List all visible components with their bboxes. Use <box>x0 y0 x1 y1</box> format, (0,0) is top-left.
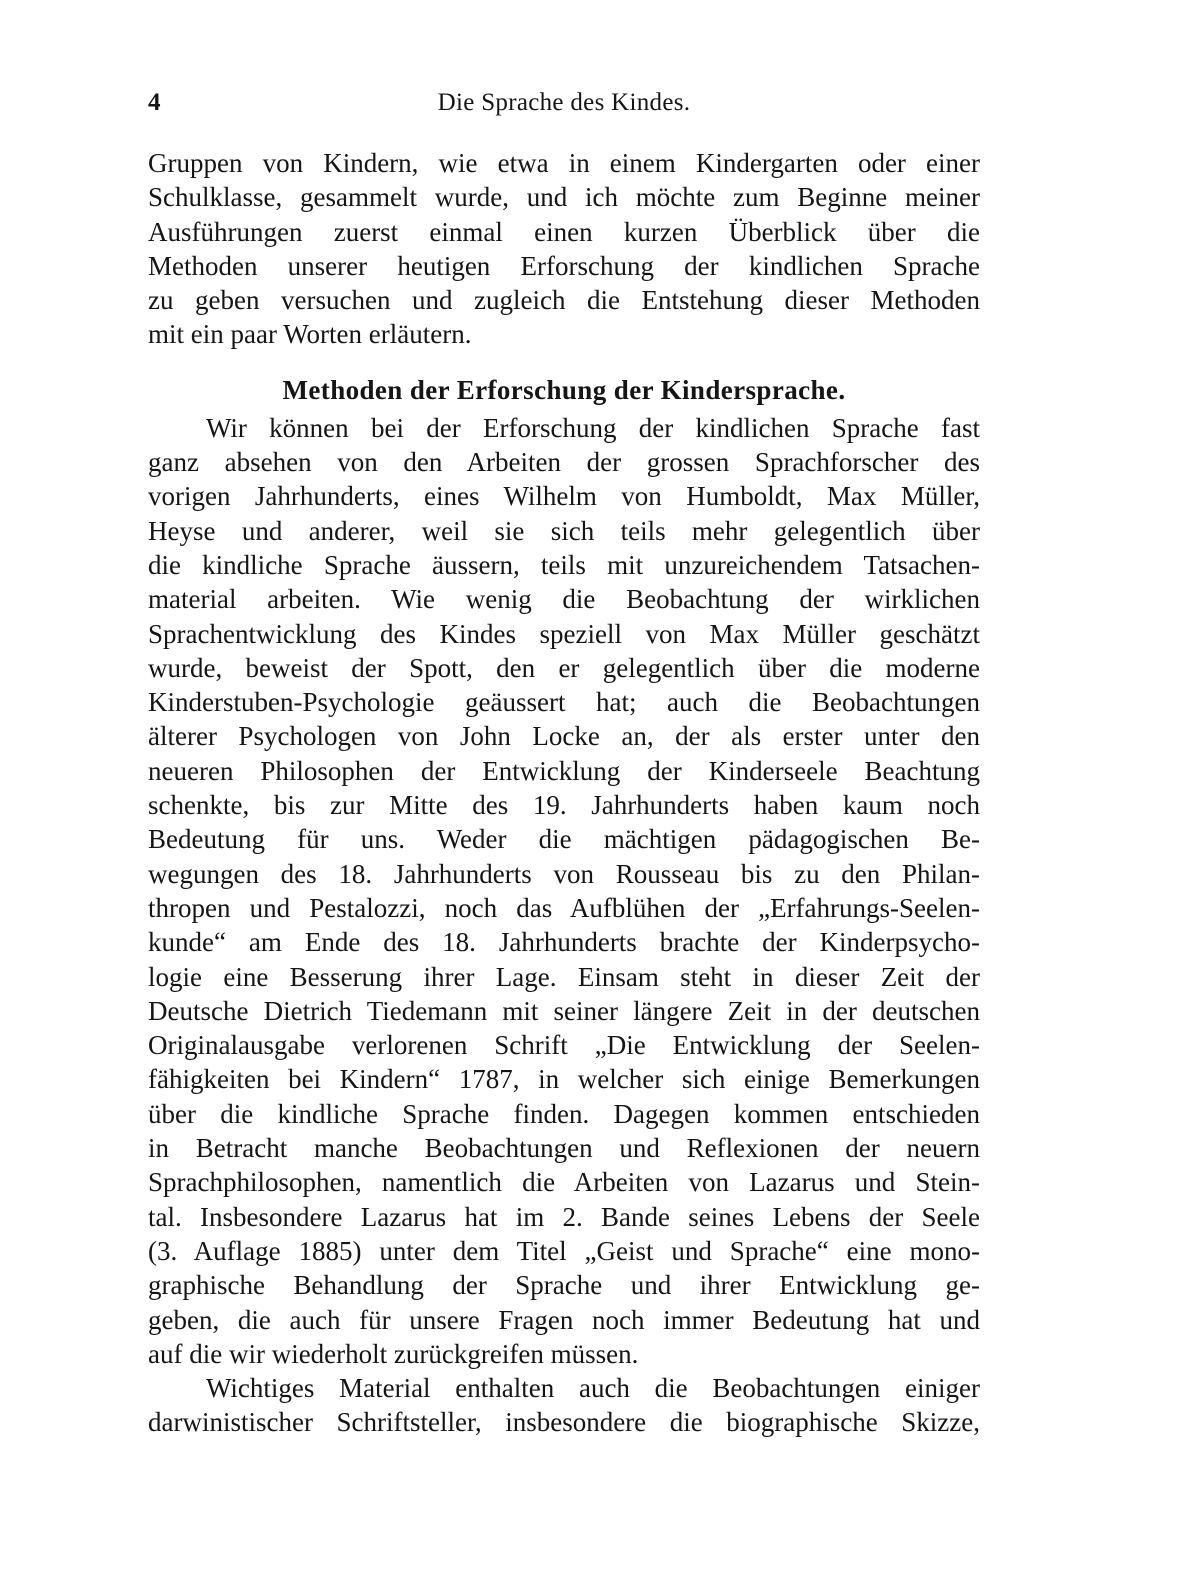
paragraph-intro <box>148 146 980 352</box>
text-line: schenkte, bis zur Mitte des 19. Jahrhunderts haben kaum noch <box>148 790 980 821</box>
text-line: die kindliche Sprache äussern, teils mit unzureichendem Tatsachen- <box>148 549 980 580</box>
text-line: zu geben versuchen und zugleich die Entstehung dieser Methoden <box>148 285 980 316</box>
text-line: Kinderstuben-Psychologie geäussert hat; auch die Beobachtungen <box>148 687 980 718</box>
text-line: Wir können bei der Erforschung der kindlichen Sprache fast <box>206 412 980 443</box>
text-line: graphische Behandlung der Sprache und ihrer Entwicklung ge- <box>148 1270 980 1301</box>
text-line: Methoden unserer heutigen Erforschung der kindlichen Sprache <box>148 250 980 281</box>
text-line: auf die wir wiederholt zurückgreifen müssen. <box>148 1338 639 1369</box>
text-line: mit ein paar Worten erläutern. <box>148 319 472 350</box>
running-header <box>148 86 980 120</box>
paragraph-next <box>148 1371 980 1440</box>
text-line: Wichtiges Material enthalten auch die Beobachtungen einiger <box>206 1373 980 1404</box>
paragraph-main <box>148 411 980 1371</box>
text-line: Schulklasse, gesammelt wurde, und ich möchte zum Beginne meiner <box>148 182 980 213</box>
text-line: ganz absehen von den Arbeiten der grossen Sprachforscher des <box>148 447 980 478</box>
text-line: fähigkeiten bei Kindern“ 1787, in welcher sich einige Bemerkungen <box>148 1064 980 1095</box>
text-line: material arbeiten. Wie wenig die Beobachtung der wirklichen <box>148 584 980 615</box>
text-line: Heyse und anderer, weil sie sich teils mehr gelegentlich über <box>148 515 980 546</box>
text-line: Sprachphilosophen, namentlich die Arbeiten von Lazarus und Stein- <box>148 1167 980 1198</box>
text-line: kunde“ am Ende des 18. Jahrhunderts brachte der Kinderpsycho- <box>148 927 980 958</box>
text-line: (3. Auflage 1885) unter dem Titel „Geist und Sprache“ eine mono- <box>148 1235 980 1266</box>
text-line: neueren Philosophen der Entwicklung der Kinderseele Beachtung <box>148 755 980 786</box>
text-line: über die kindliche Sprache finden. Dagegen kommen entschieden <box>148 1098 980 1129</box>
text-line: Deutsche Dietrich Tiedemann mit seiner längere Zeit in der deutschen <box>148 995 980 1026</box>
text-line: geben, die auch für unsere Fragen noch immer Bedeutung hat und <box>148 1304 980 1335</box>
text-line: in Betracht manche Beobachtungen und Reflexionen der neuern <box>148 1133 980 1164</box>
running-title: Die Sprache des Kindes. <box>437 89 691 116</box>
text-line: wegungen des 18. Jahrhunderts von Rousseau bis zu den Philan- <box>148 858 980 889</box>
text-line: Sprachentwicklung des Kindes speziell von Max Müller geschätzt <box>148 618 980 649</box>
text-line: logie eine Besserung ihrer Lage. Einsam steht in dieser Zeit der <box>148 961 980 992</box>
text-line: Originalausgabe verlorenen Schrift „Die Entwicklung der Seelen- <box>148 1030 980 1061</box>
body-text <box>148 146 980 1440</box>
text-line: wurde, beweist der Spott, den er gelegentlich über die moderne <box>148 652 980 683</box>
text-line: darwinistischer Schriftsteller, insbesondere die biographische Skizze, <box>148 1407 980 1438</box>
text-line: älterer Psychologen von John Locke an, der als erster unter den <box>148 721 980 752</box>
page-number: 4 <box>148 89 161 116</box>
text-line: Ausführungen zuerst einmal einen kurzen Überblick über die <box>148 216 980 247</box>
text-line: tal. Insbesondere Lazarus hat im 2. Bande seines Lebens der Seele <box>148 1201 980 1232</box>
book-page <box>148 86 980 1440</box>
section-heading: Methoden der Erforschung der Kindersprache. <box>282 374 846 405</box>
text-line: Bedeutung für uns. Weder die mächtigen pädagogischen Be- <box>148 824 980 855</box>
text-line: Gruppen von Kindern, wie etwa in einem Kindergarten oder einer <box>148 148 980 178</box>
text-line: vorigen Jahrhunderts, eines Wilhelm von Humboldt, Max Müller, <box>148 481 980 512</box>
text-line: thropen und Pestalozzi, noch das Aufblühen der „Erfahrungs-Seelen- <box>148 892 980 923</box>
